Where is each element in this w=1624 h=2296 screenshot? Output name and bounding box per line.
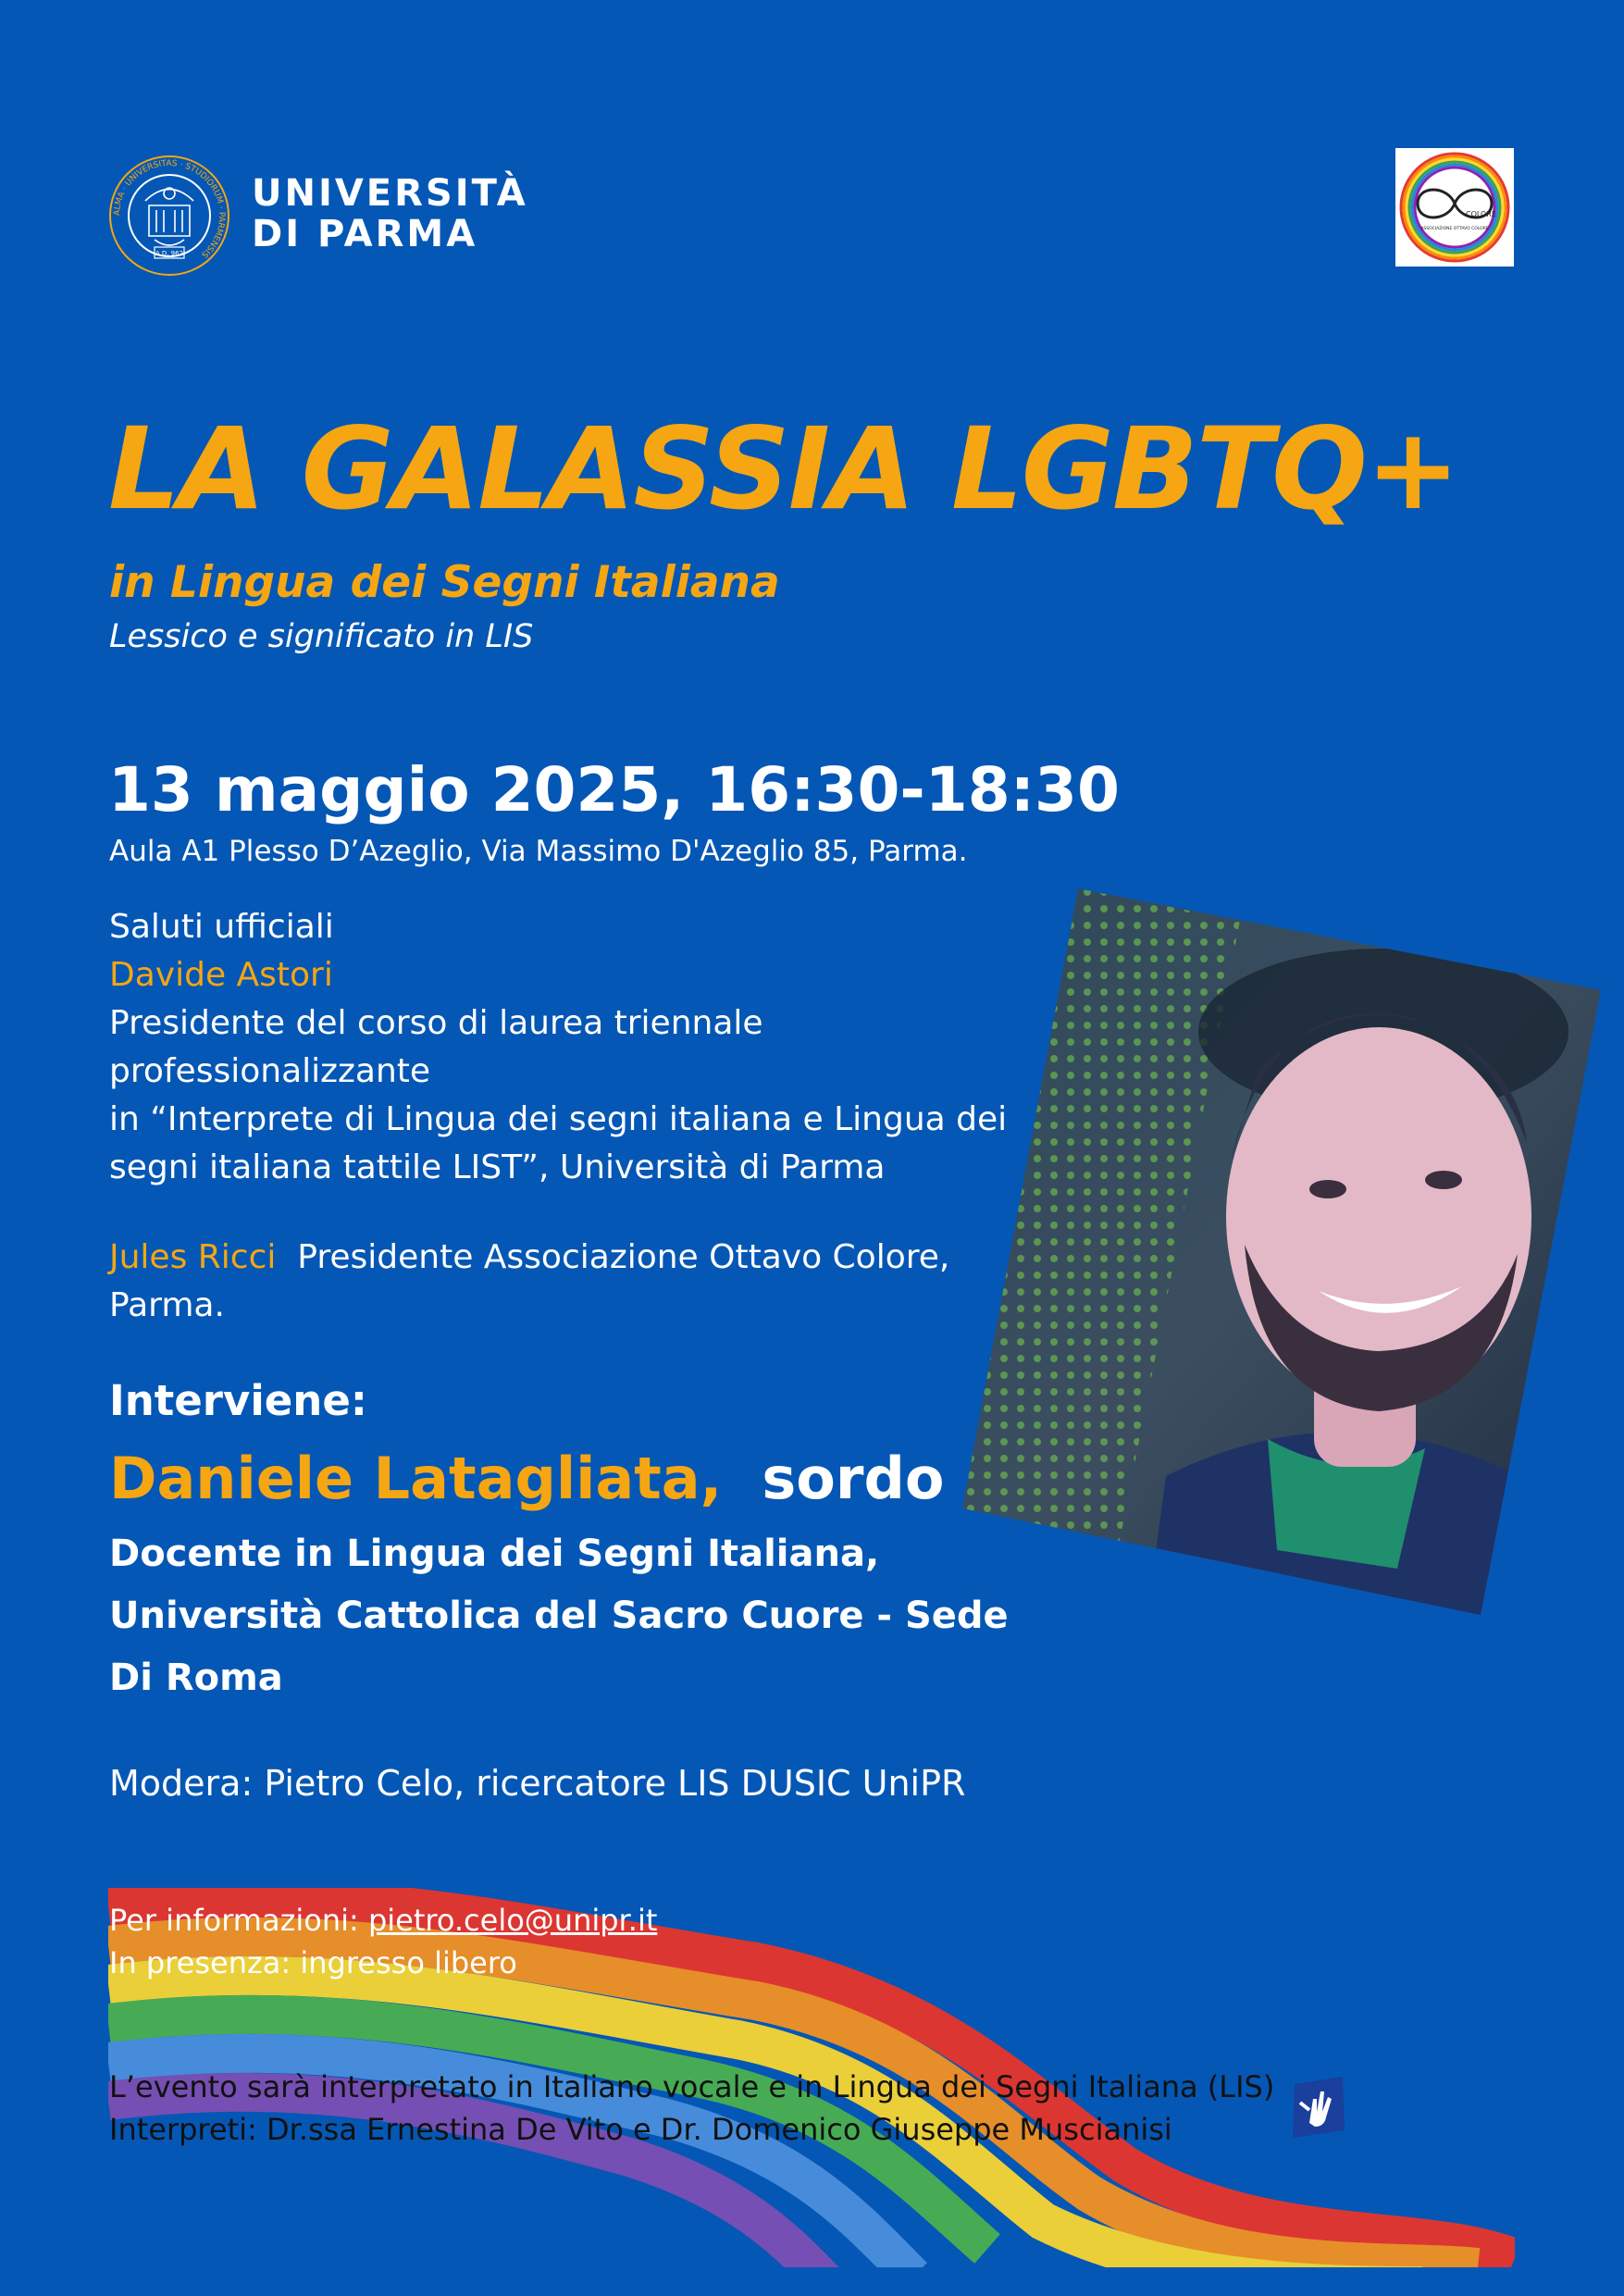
- interpreters-names: Interpreti: Dr.ssa Ernestina De Vito e Dr. Domenico Giuseppe Muscianisi: [109, 2112, 1172, 2147]
- sign-language-icon: [1289, 2075, 1348, 2140]
- speaker2-role: Presidente Associazione Ottavo Colore,: [297, 1238, 950, 1276]
- speaker-photo: [962, 884, 1601, 1615]
- interpreters-info: [109, 2066, 1274, 2151]
- speaker1-role-line: in “Interprete di Lingua dei segni italiana e Lingua dei: [109, 1100, 1008, 1138]
- speaker-role-line: Di Roma: [109, 1657, 283, 1699]
- speaker2-role-cont: Parma.: [109, 1286, 225, 1324]
- speaker1-name: Davide Astori: [109, 956, 333, 994]
- seal-date: A.D. 962: [155, 250, 184, 257]
- speaker2-block: [109, 1234, 949, 1330]
- event-subtitle: in Lingua dei Segni Italiana: [109, 557, 780, 608]
- rainbow-infinity-icon: [1395, 148, 1514, 267]
- university-name: [252, 173, 528, 254]
- event-title: LA GALASSIA LGBTQ+: [108, 403, 1459, 535]
- university-seal-icon: [108, 155, 230, 277]
- seal-text: ALMA · UNIVERSITAS · STUDIORUM · PARMENSIS: [112, 158, 227, 259]
- contact-label: Per informazioni:: [109, 1903, 359, 1938]
- admission-info: In presenza: ingresso libero: [109, 1945, 517, 1980]
- moderator: Modera: Pietro Celo, ricercatore LIS DUSIC UniPR: [109, 1763, 966, 1804]
- event-location: Aula A1 Plesso D’Azeglio, Via Massimo D'Azeglio 85, Parma.: [109, 835, 968, 868]
- speaker-role-line: Docente in Lingua dei Segni Italiana,: [109, 1533, 880, 1575]
- speaker2-name: Jules Ricci: [109, 1238, 277, 1276]
- speaker1-role-line: Presidente del corso di laurea triennale: [109, 1004, 763, 1042]
- speaker-qualifier: sordo: [762, 1445, 945, 1512]
- greetings-section: [109, 903, 1007, 1192]
- university-name-line1: UNIVERSITÀ: [252, 172, 528, 215]
- speaker-role: [109, 1523, 1009, 1709]
- speaker-role-line: Università Cattolica del Sacro Cuore - Sede: [109, 1595, 1009, 1637]
- speaker-label: Interviene:: [109, 1376, 367, 1425]
- speaker1-role-line: professionalizzante: [109, 1052, 431, 1090]
- interpretation-note: L’evento sarà interpretato in Italiano vocale e in Lingua dei Segni Italiana (LIS): [109, 2069, 1275, 2104]
- association-logo: [1395, 148, 1514, 267]
- contact-info: [109, 1899, 657, 1984]
- speaker-name: Daniele Latagliata,: [109, 1445, 723, 1512]
- event-date-time: 13 maggio 2025, 16:30-18:30: [108, 754, 1120, 825]
- greetings-heading: Saluti ufficiali: [109, 908, 334, 946]
- university-name-line2: DI PARMA: [252, 213, 478, 255]
- association-logo-text: COLORE: [1466, 210, 1496, 218]
- speaker-heading: [109, 1445, 944, 1512]
- university-logo: [108, 155, 528, 275]
- speaker1-role-line: segni italiana tattile LIST”, Università di Parma: [109, 1148, 886, 1186]
- event-tagline: Lessico e significato in LIS: [109, 618, 534, 655]
- contact-email-link[interactable]: pietro.celo@unipr.it: [367, 1903, 658, 1938]
- association-logo-caption: ASSOCIAZIONE OTTAVO COLORE: [1420, 227, 1489, 231]
